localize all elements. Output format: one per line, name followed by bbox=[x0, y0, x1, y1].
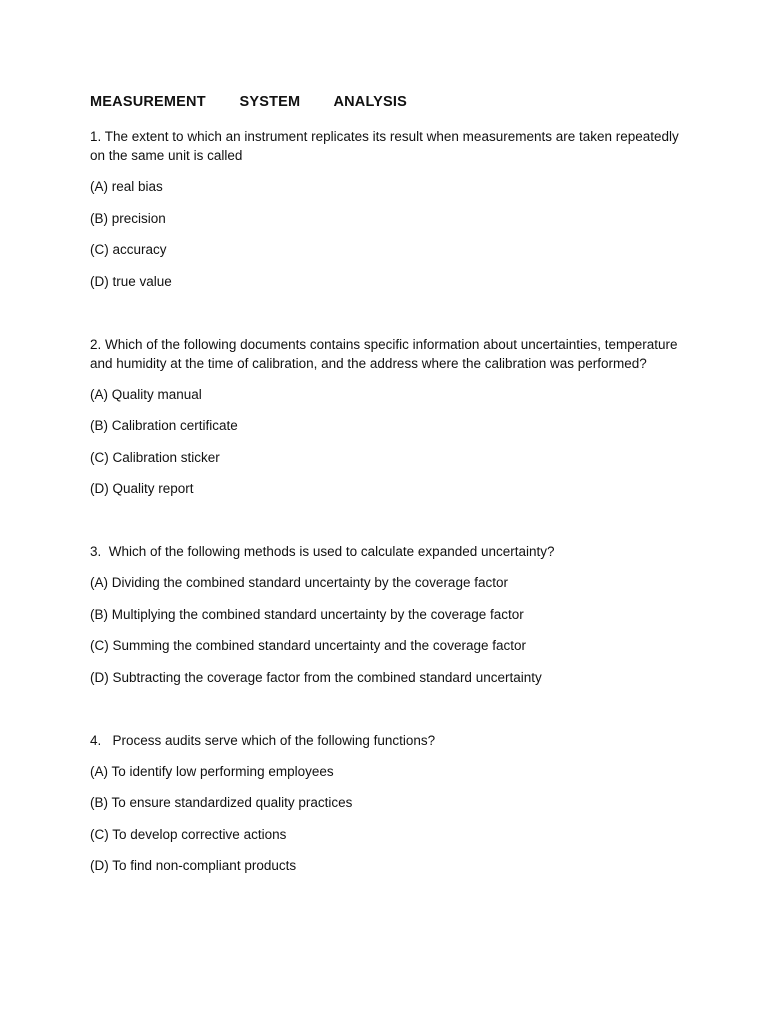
question-3-option-d: (D) Subtracting the coverage factor from the combined standard uncertainty bbox=[90, 669, 542, 685]
question-block-1 bbox=[90, 127, 690, 291]
question-1-option-b: (B) precision bbox=[90, 210, 166, 226]
question-4-option-d: (D) To find non-compliant products bbox=[90, 858, 297, 873]
question-4-option-b: (B) To ensure standardized quality practices bbox=[90, 795, 353, 810]
question-3-text: 3. Which of the following methods is used to calculate expanded uncertainty? bbox=[90, 544, 555, 559]
question-4-option-a: (A) To identify low performing employees bbox=[90, 763, 334, 779]
question-3-option-a: (A) Dividing the combined standard uncertainty by the coverage factor bbox=[90, 575, 508, 590]
question-3-option-b: (B) Multiplying the combined standard uncertainty by the coverage factor bbox=[90, 606, 524, 622]
document-title: MEASUREMENT SYSTEM ANALYSIS bbox=[90, 94, 408, 110]
question-block-3 bbox=[90, 542, 690, 687]
question-block-4 bbox=[90, 731, 690, 876]
question-2-text: 2. Which of the following documents contains specific information about uncertainties, temperature and humidity at the time of calibration, and the address where the calibration was performed? bbox=[90, 336, 678, 371]
question-2-option-d: (D) Quality report bbox=[90, 481, 194, 496]
question-3-option-c: (C) Summing the combined standard uncertainty and the coverage factor bbox=[90, 638, 526, 653]
question-4-text: 4. Process audits serve which of the following functions? bbox=[90, 732, 436, 748]
question-1-option-a: (A) real bias bbox=[90, 179, 163, 194]
question-1-option-c: (C) accuracy bbox=[90, 242, 167, 257]
document-content bbox=[90, 92, 690, 875]
question-1-option-d: (D) true value bbox=[90, 273, 172, 289]
question-2-option-c: (C) Calibration sticker bbox=[90, 449, 220, 465]
question-block-2 bbox=[90, 335, 690, 499]
question-2-option-b: (B) Calibration certificate bbox=[90, 418, 238, 433]
question-1-text: 1. The extent to which an instrument replicates its result when measurements are taken repeatedly on the same unit is called bbox=[90, 129, 679, 163]
question-2-option-a: (A) Quality manual bbox=[90, 386, 202, 402]
question-4-option-c: (C) To develop corrective actions bbox=[90, 826, 287, 842]
